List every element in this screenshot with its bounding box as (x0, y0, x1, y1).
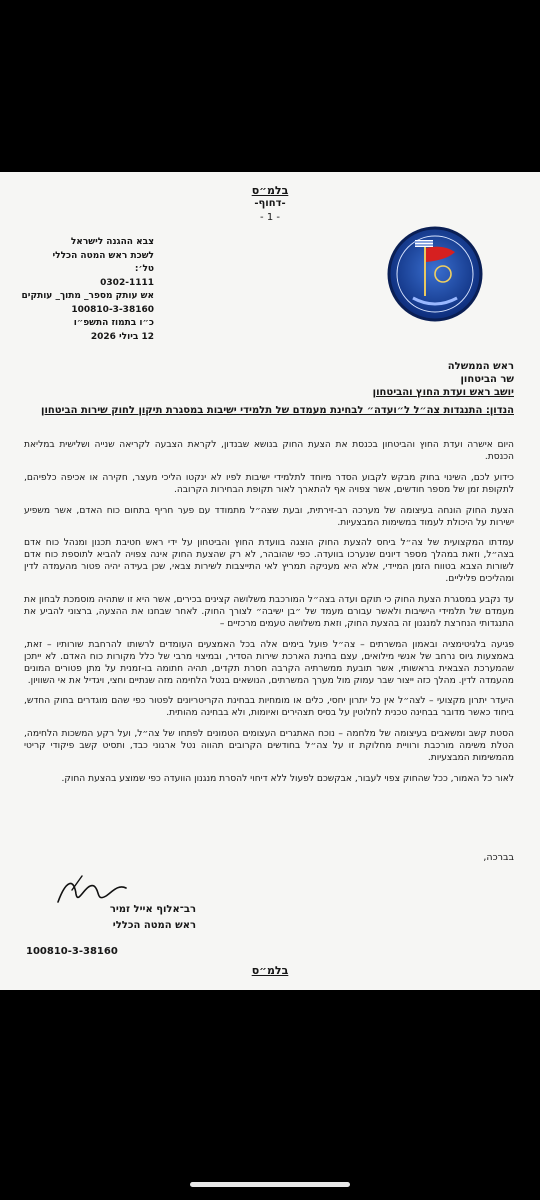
header-line: 12 ביולי 2026 (90, 331, 154, 342)
page-marker: - 1 - (260, 212, 280, 223)
classification-bottom: בלמ״ס (251, 964, 289, 977)
header-line: טל׳: (134, 264, 154, 274)
paragraph: עמדתו המקצועית של צה״ל ביחס להצעת החוק הוצגה בוועדת החוץ והביטחון על ידי ראש חטיבת תכנון ומנהל כוח אדם בצה״ל, וזאת במהלך מספר דיונים שנערכו בוועדה. כפי שהובהר, לא רק שהצעת החוק אינה צפויה להביא לתוספת כוח אדם לשורות הצבא בטווח הזמן המיידי, אלא היא מעניקה תמריץ לאי התייצבות לשירות צבאי, שכן בעידה יהיה פטור מהעמדה לדין ומהליכים פליליים. (24, 538, 514, 585)
signer-block (26, 902, 196, 960)
home-indicator[interactable] (190, 1182, 350, 1187)
header-line: אש עותק מספר_ מתוך_ עותקים (21, 291, 154, 301)
paragraph: כידוע לכם, השינוי בחוק מבקש לקבוע הסדר מיוחד לתלמידי ישיבות לפיו לא ינקטו הליכי מעצר, חקירה או אכיפה כלפיהם, לתקופת זמן של מספר חודשים, אשר צפויה אף להתארך לאור תקופת הבחירות הקרובה. (24, 472, 514, 495)
paragraph: לאור כל האמור, ככל שהחוק צפוי לעבור, אבקשכם לפעול ללא דיחוי להסרת מנגנון הוועדה כפי שמוצע בהצעת החוק. (61, 773, 514, 784)
recipient-line: יושב ראש ועדת החוץ והביטחון (372, 387, 514, 398)
signer-name: רב־אלוף אייל זמיר (109, 904, 196, 915)
paragraph: היעדר יתרון מקצועי – לצה״ל אין כל יתרון יחסי, כלים או מומחיות בבחינת הקריטריונים לפטור כפי שהם מוגדרים בחוק החדש, ביחוד כאשר מדובר בבחינה טכנית לחלוטין על בסיס תצהירים ואיומות, ולא בבחינה מהותית. (24, 696, 514, 719)
subject-line: הנדון: התנגדות צה״ל ל״ועדה״ לבחינת מעמדם של תלמידי ישיבות במסגרת תיקון לחוק שירות הביטחון (41, 405, 514, 416)
recipient-line: ראש הממשלה (447, 361, 514, 372)
sender-header (21, 236, 154, 344)
paragraph: היום אישרה ועדת החוץ והביטחון בכנסת את הצעת החוק בנושא שבנדון, לקראת הצבעה לקריאה שנייה ושלישית במליאת הכנסת. (24, 440, 514, 462)
idf-emblem-icon (385, 224, 485, 324)
header-line: לשכת ראש המטה הכללי (52, 250, 154, 261)
recipient-line: שר הביטחון (460, 374, 514, 385)
recipients-block (373, 360, 514, 399)
header-line: צבא ההגנה לישראל (70, 237, 154, 247)
document-page (0, 172, 540, 990)
signer-title: ראש המטה הכללי (112, 920, 196, 931)
draft-label: -דחוף- (254, 198, 286, 209)
bottom-bar (0, 1120, 540, 1200)
paragraph: פגיעה בלגיטימציה ובאמון המשרתים – צה״ל פועל בימים אלה בכל האמצעים העומדים לרשותו להרחבת שורותיו – זאת, באמצעות גיוס נרחב של אנשי מילואים, עצם בחינת הארכת שירות הסדיר, ובמיצוי מרבי של כלל מקורות כוח האדם. לא ייתכן שהמערכת הצבאית בראשותי, אשר תובעת ממשרתיה הקרבה חסרת תקדים, תהיה חתומה בו-זמנית על מתן פטורים המונים מהעמדה לדין. מהלך כזה ייצור שבר עמוק מול מערך המשרתים, הנושאים בנטל הלחימה מזה שנתיים וחצי, ויגדיל את אי השוויון. (24, 639, 514, 686)
paragraph: עד נקבע במסגרת הצעת החוק כי תוקם ועדה בצה״ל המורכבת משלושה קצינים בכירים, אשר היא זו שתהיה מוסמכת לבחון את מעמדם של תלמידי הישיבות ולאשר עבורם מעמד של ״בן ישיבה״ לצורך החוק. לאחר שבחנו את ההצעה, ברצוני להביע את התנגדותי הנחרצת למנגנון זה בהצעת החוק, וזאת משלושה טעמים מרכזיים – (24, 595, 514, 629)
header-line: כ״ו בתמוז התשפ״ו (73, 318, 154, 328)
header-line: 0302-1111 (100, 277, 154, 288)
signer-reference: 100810-3-38160 (26, 946, 118, 957)
paragraph: הצעת החוק הונחה בעיצומה של מערכה רב-זירתית, ובעת שצה״ל מתמודד עם פער חריף בתחום כוח האדם, אשר משפיע ישירות על היכולת לעמוד במשימות המבצעיות. (24, 505, 514, 528)
header-line: 100810-3-38160 (71, 304, 154, 315)
letter-body (24, 440, 514, 795)
closing-line: בברכה, (483, 852, 514, 863)
paragraph: הסטת קשב ומשאבים בעיצומה של מלחמה – נוכח האתגרים העצומים הטמונים לפתחו של צה״ל, ועל רקע המשכות הלחימה, הטלת משימה מורכבת ורוויית מחלוקת זו על צה״ל בחודשים הקרובים תהווה נטל ארגוני כבד, ותסיט קשב פיקודי קריטי מהמשימות המבצעיות. (24, 729, 514, 764)
classification-top: בלמ״ס (251, 184, 289, 197)
